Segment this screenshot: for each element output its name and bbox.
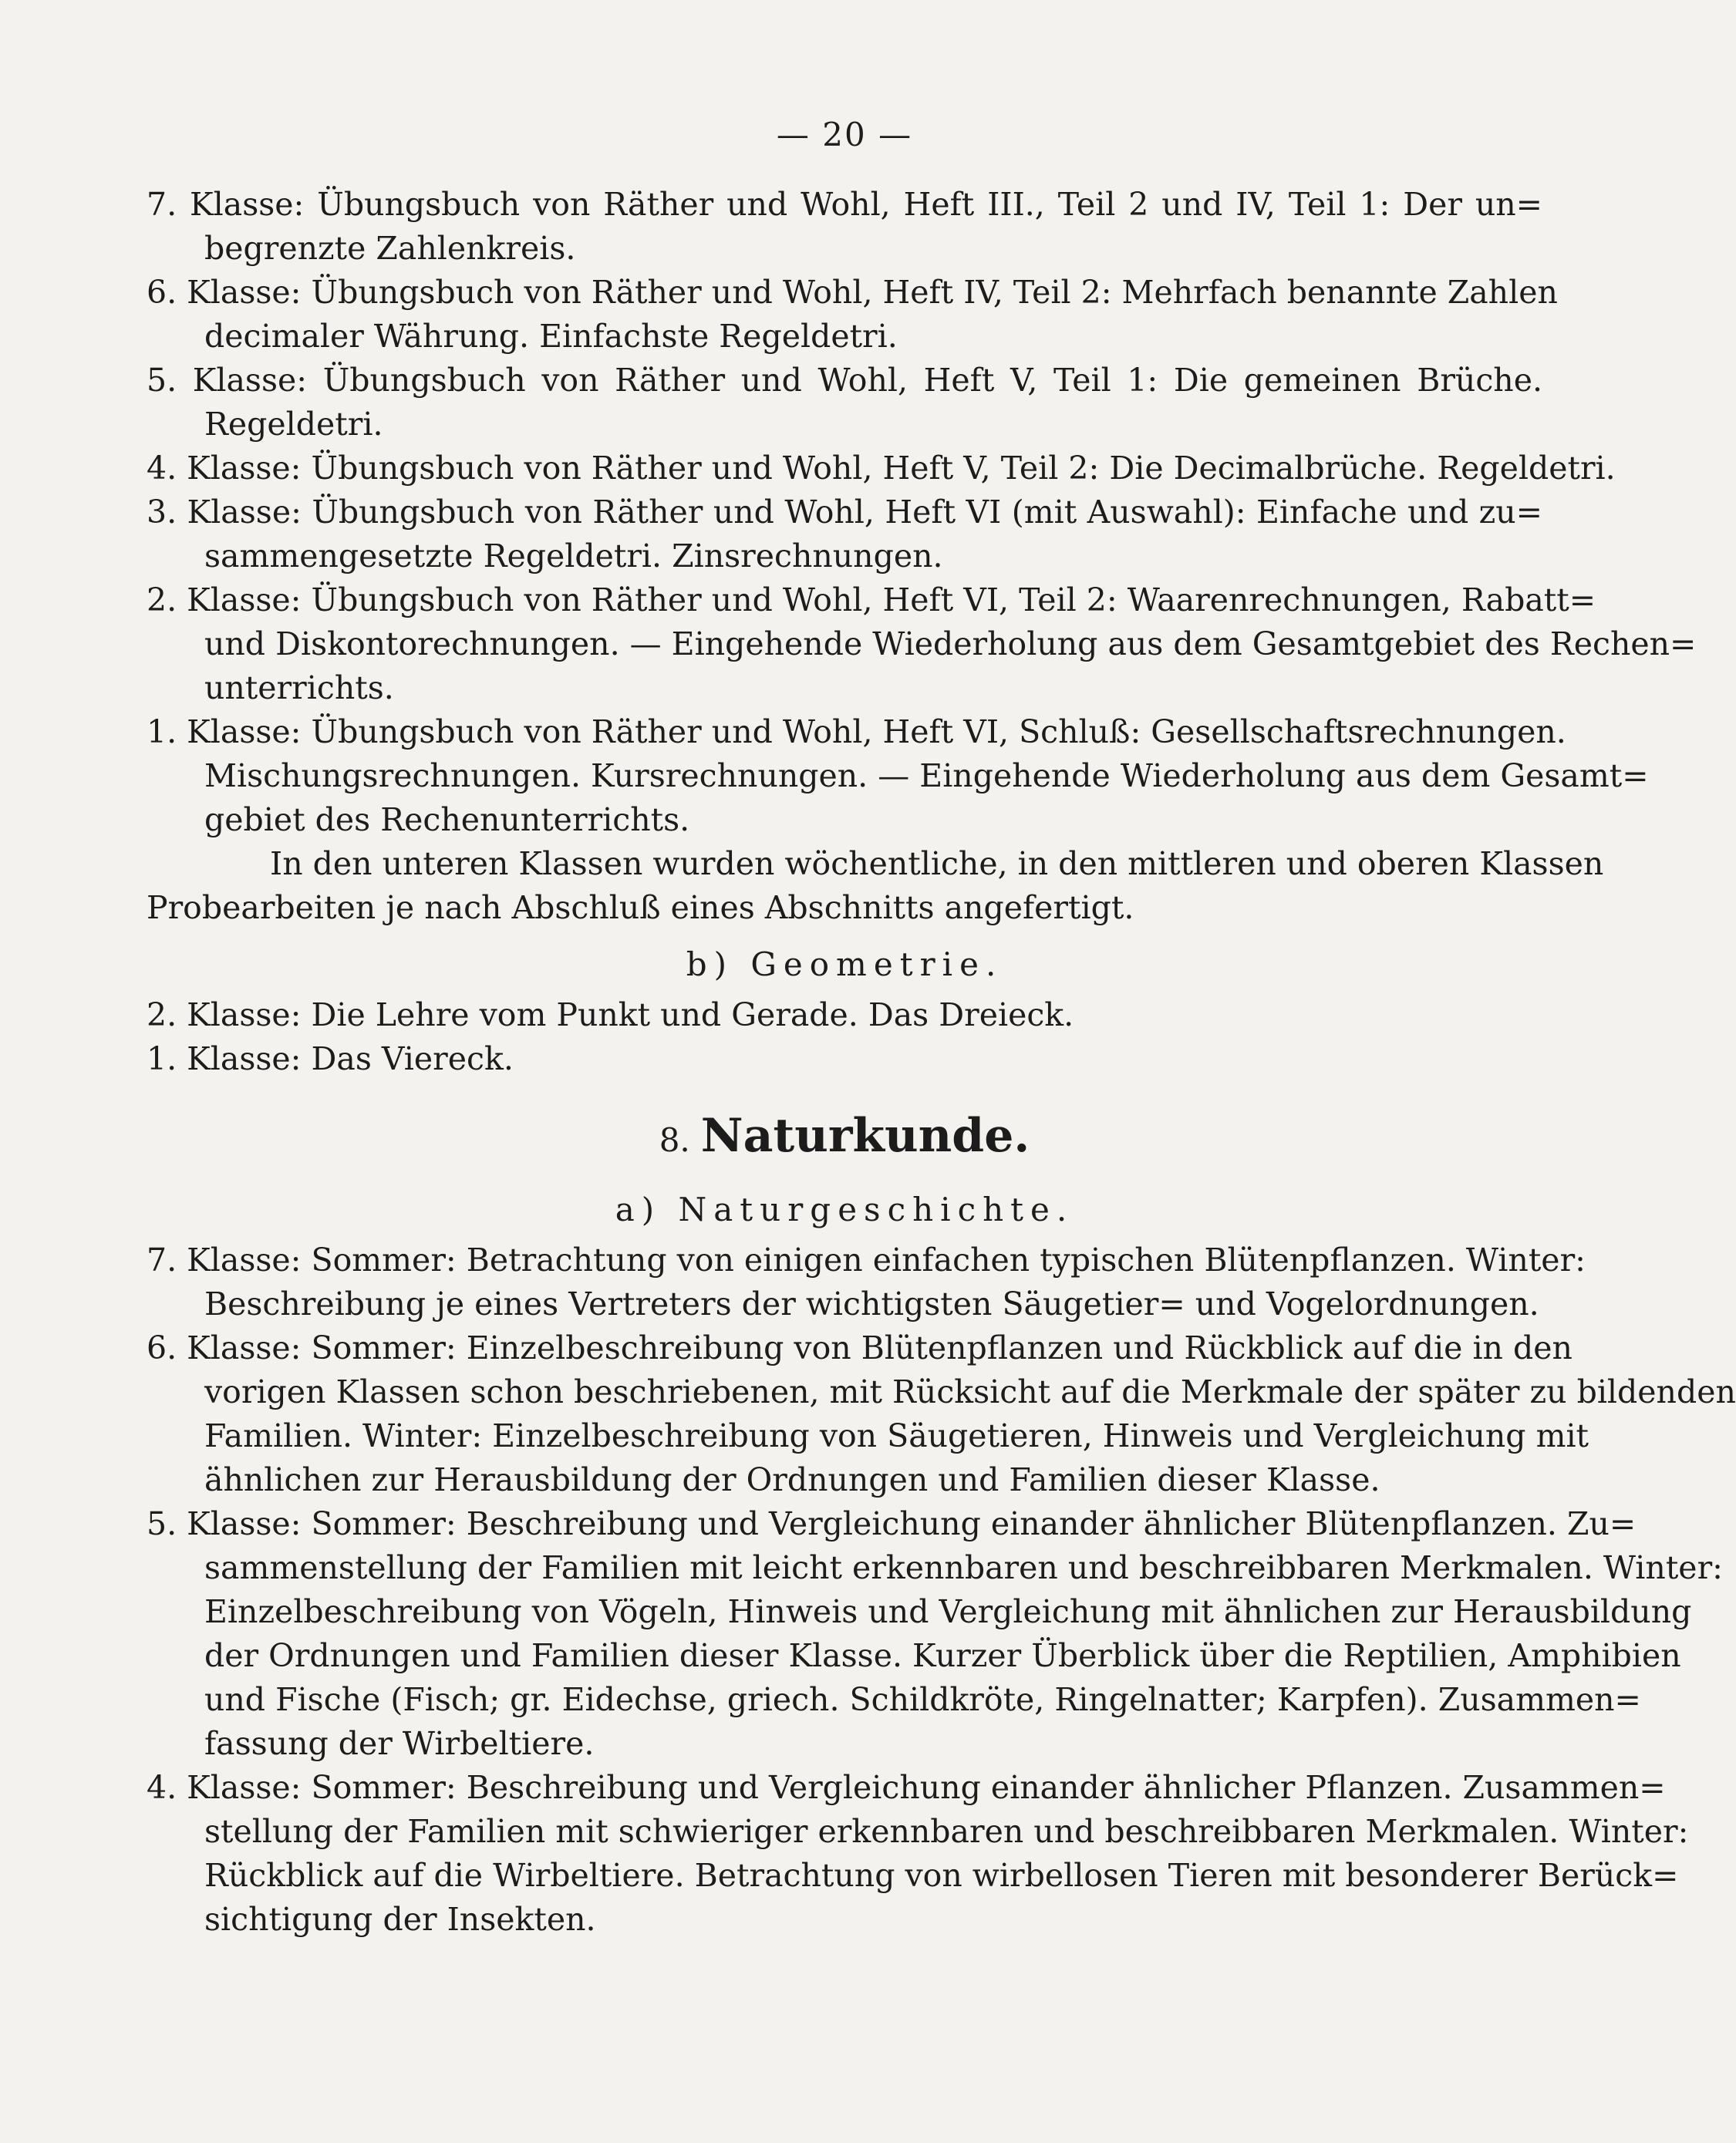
section-number: 8. bbox=[659, 1121, 690, 1159]
naturkunde-entry bbox=[147, 1766, 1689, 1942]
section-title: Naturkunde. bbox=[700, 1109, 1030, 1163]
rechnen-entry-line: gebiet des Rechenunterrichts. bbox=[204, 801, 690, 838]
rechnen-entry bbox=[147, 446, 1616, 490]
rechnen-entry-line: begrenzte Zahlenkreis. bbox=[204, 230, 576, 267]
naturkunde-entry-line: Einzelbeschreibung von Vögeln, Hinweis und Vergleichung mit ähnlichen zur Herausbildung bbox=[204, 1593, 1692, 1630]
naturkunde-entry-line: fassung der Wirbeltiere. bbox=[204, 1725, 595, 1762]
note-line-2: Probearbeiten je nach Abschluß eines Abschnitts angefertigt. bbox=[147, 889, 1134, 926]
document-page bbox=[147, 116, 1736, 1942]
note-line-1: In den unteren Klassen wurden wöchentliche, in den mittleren und oberen Klassen bbox=[270, 845, 1604, 882]
naturkunde-section bbox=[147, 1238, 1736, 1942]
naturkunde-entry-line: Beschreibung je eines Vertreters der wichtigsten Säugetier= und Vogelordnungen. bbox=[204, 1285, 1539, 1323]
rechnen-entry-line: Regeldetri. bbox=[204, 406, 383, 443]
naturkunde-entry-line: und Fische (Fisch; gr. Eidechse, griech. Schildkröte, Ringelnatter; Karpfen). Zusammen= bbox=[204, 1681, 1641, 1718]
rechnen-entry bbox=[147, 183, 1542, 271]
rechnen-entry-line: 2. Klasse: Übungsbuch von Räther und Wohl, Heft VI, Teil 2: Waarenrechnungen, Rabatt= bbox=[147, 581, 1596, 618]
rechnen-entry bbox=[147, 578, 1697, 710]
naturkunde-entry-line: Rückblick auf die Wirbeltiere. Betrachtung von wirbellosen Tieren mit besonderer Berück= bbox=[204, 1857, 1679, 1894]
rechnen-section bbox=[147, 183, 1697, 842]
naturkunde-entry bbox=[147, 1326, 1736, 1502]
rechnen-entry-line: 3. Klasse: Übungsbuch von Räther und Wohl, Heft VI (mit Auswahl): Einfache und zu= bbox=[147, 494, 1542, 531]
rechnen-entry-line: 1. Klasse: Übungsbuch von Räther und Wohl, Heft VI, Schluß: Gesellschaftsrechnungen. bbox=[147, 713, 1566, 750]
naturkunde-entry-line: vorigen Klassen schon beschriebenen, mit Rücksicht auf die Merkmale der später zu bildenden bbox=[204, 1373, 1736, 1410]
rechnen-entry-line: Mischungsrechnungen. Kursrechnungen. — Eingehende Wiederholung aus dem Gesamt= bbox=[204, 757, 1649, 794]
rechnen-entry bbox=[147, 710, 1649, 842]
naturkunde-entry-line: sammenstellung der Familien mit leicht erkennbaren und beschreibbaren Merkmalen. Winter: bbox=[204, 1549, 1723, 1586]
naturkunde-entry-line: stellung der Familien mit schwieriger erkennbaren und beschreibbaren Merkmalen. Winter: bbox=[204, 1813, 1689, 1850]
section-heading bbox=[147, 1101, 1542, 1175]
note-paragraph bbox=[147, 842, 1604, 930]
rechnen-entry bbox=[147, 490, 1542, 578]
rechnen-entry-line: 5. Klasse: Übungsbuch von Räther und Wohl, Heft V, Teil 1: Die gemeinen Brüche. bbox=[147, 362, 1542, 399]
rechnen-entry-line: decimaler Währung. Einfachste Regeldetri. bbox=[204, 318, 898, 355]
geometrie-item-2: 1. Klasse: Das Viereck. bbox=[147, 1040, 514, 1077]
geometrie-heading: b) Geometrie. bbox=[686, 945, 1003, 983]
rechnen-entry-line: sammengesetzte Regeldetri. Zinsrechnungen. bbox=[204, 537, 943, 574]
naturkunde-entry-line: 7. Klasse: Sommer: Betrachtung von einigen einfachen typischen Blütenpflanzen. Winter: bbox=[147, 1242, 1586, 1279]
naturkunde-entry-line: 5. Klasse: Sommer: Beschreibung und Vergleichung einander ähnlicher Blütenpflanzen. Zu= bbox=[147, 1505, 1637, 1542]
rechnen-entry-line: 6. Klasse: Übungsbuch von Räther und Wohl, Heft IV, Teil 2: Mehrfach benannte Zahlen bbox=[147, 274, 1558, 311]
naturkunde-entry bbox=[147, 1238, 1586, 1326]
geometrie-item-1: 2. Klasse: Die Lehre vom Punkt und Gerade. Das Dreieck. bbox=[147, 996, 1074, 1033]
naturkunde-entry-line: ähnlichen zur Herausbildung der Ordnungen und Familien dieser Klasse. bbox=[204, 1461, 1380, 1498]
rechnen-entry bbox=[147, 359, 1542, 446]
rechnen-entry-line: unterrichts. bbox=[204, 669, 394, 706]
naturkunde-entry-line: 6. Klasse: Sommer: Einzelbeschreibung von Blütenpflanzen und Rückblick auf die in den bbox=[147, 1329, 1573, 1366]
naturgeschichte-heading: a) Naturgeschichte. bbox=[615, 1191, 1074, 1228]
rechnen-entry-line: und Diskontorechnungen. — Eingehende Wiederholung aus dem Gesamtgebiet des Rechen= bbox=[204, 625, 1697, 662]
naturkunde-entry-line: der Ordnungen und Familien dieser Klasse. Kurzer Überblick über die Reptilien, Amphibien bbox=[204, 1637, 1681, 1674]
naturkunde-entry-line: Familien. Winter: Einzelbeschreibung von Säugetieren, Hinweis und Vergleichung mit bbox=[204, 1417, 1589, 1454]
page-number: — 20 — bbox=[776, 116, 913, 153]
naturkunde-entry-line: 4. Klasse: Sommer: Beschreibung und Vergleichung einander ähnlicher Pflanzen. Zusammen= bbox=[147, 1769, 1666, 1806]
naturkunde-entry bbox=[147, 1502, 1723, 1766]
naturkunde-entry-line: sichtigung der Insekten. bbox=[204, 1901, 596, 1938]
rechnen-entry bbox=[147, 271, 1558, 359]
rechnen-entry-line: 7. Klasse: Übungsbuch von Räther und Wohl, Heft III., Teil 2 und IV, Teil 1: Der un= bbox=[147, 186, 1542, 223]
rechnen-entry-line: 4. Klasse: Übungsbuch von Räther und Wohl, Heft V, Teil 2: Die Decimalbrüche. Regeldetri. bbox=[147, 450, 1616, 487]
